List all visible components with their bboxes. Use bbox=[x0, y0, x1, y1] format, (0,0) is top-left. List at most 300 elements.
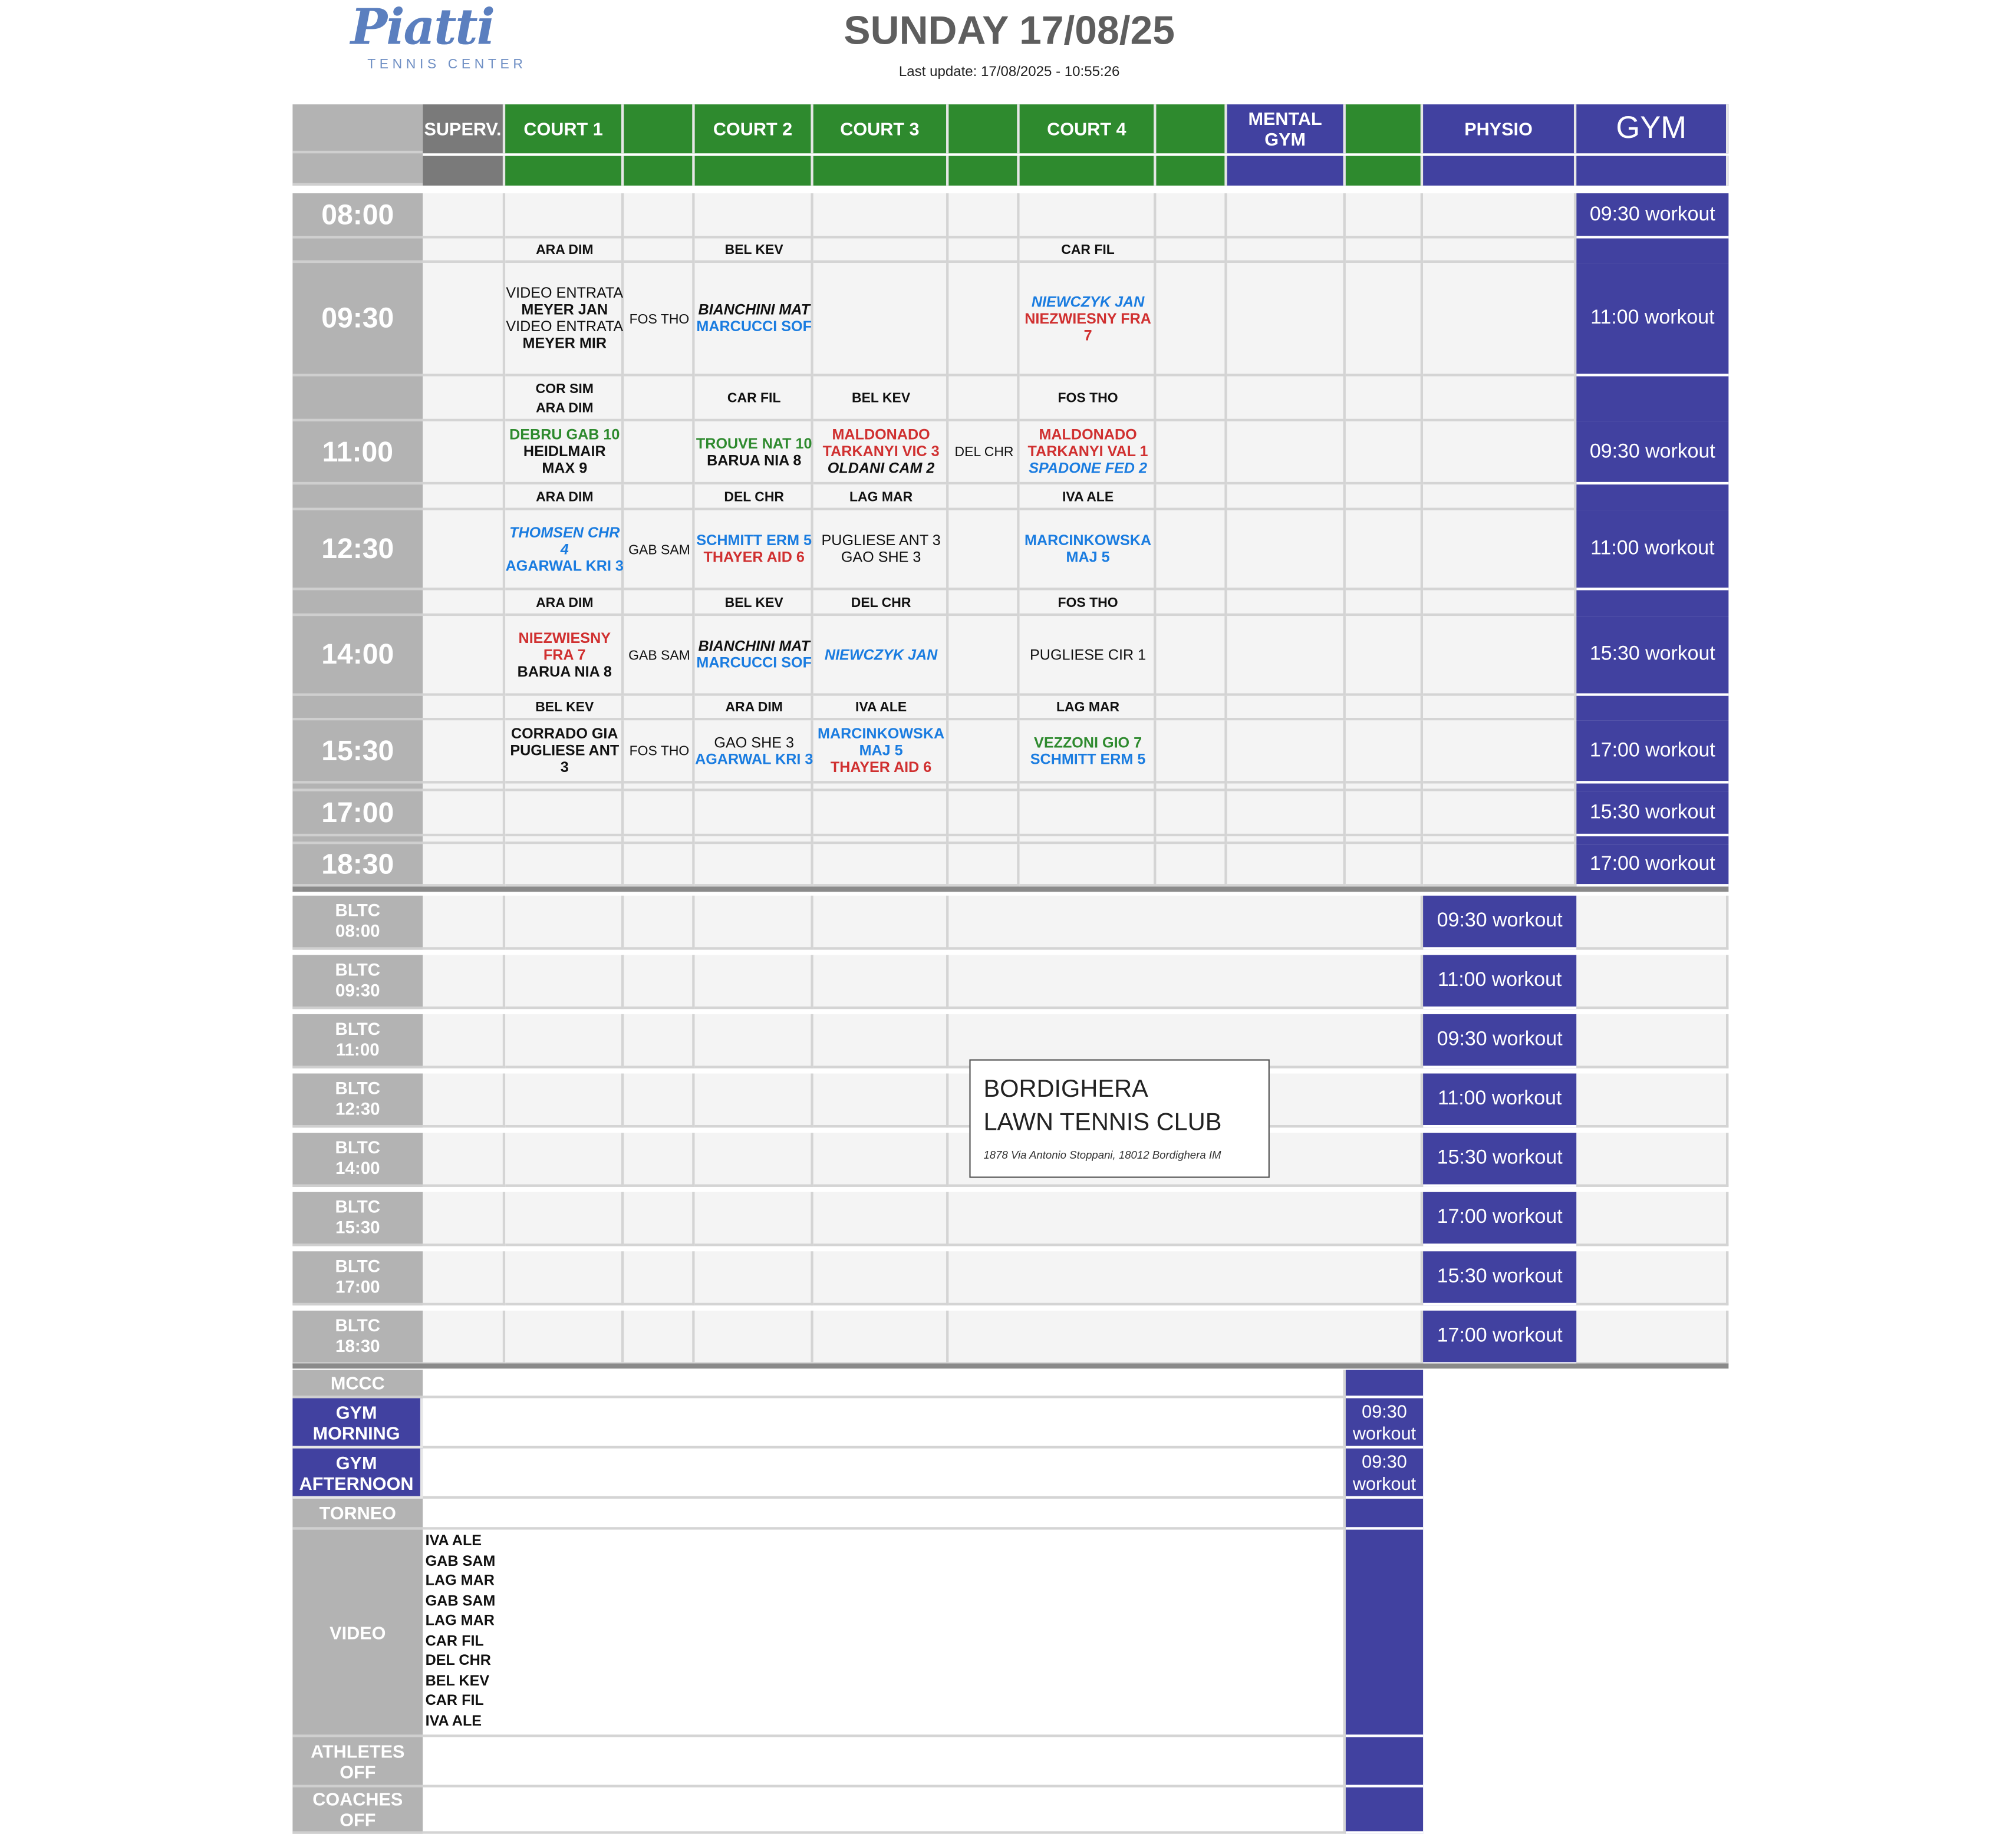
time-label: 18:30 bbox=[292, 844, 423, 886]
session-cell[interactable] bbox=[813, 616, 949, 696]
schedule-cell[interactable] bbox=[1346, 377, 1423, 422]
session-cell[interactable] bbox=[695, 510, 813, 591]
schedule-cell[interactable] bbox=[1227, 591, 1346, 616]
bltc-cell[interactable] bbox=[624, 955, 694, 1009]
bltc-cell[interactable] bbox=[813, 1133, 949, 1187]
bltc-time-label bbox=[292, 955, 423, 1009]
schedule-cell[interactable] bbox=[1346, 510, 1423, 591]
schedule-cell[interactable] bbox=[1423, 193, 1576, 239]
bltc-cell[interactable] bbox=[423, 955, 505, 1009]
schedule-cell[interactable] bbox=[1346, 836, 1423, 844]
bltc-gym-cell[interactable] bbox=[1576, 896, 1728, 950]
schedule-cell[interactable] bbox=[505, 784, 624, 791]
schedule-cell[interactable] bbox=[1227, 836, 1346, 844]
schedule-cell[interactable] bbox=[624, 791, 694, 837]
video-entry: LAG MAR bbox=[425, 1613, 495, 1629]
schedule-cell[interactable] bbox=[1227, 510, 1346, 591]
schedule-cell[interactable] bbox=[423, 696, 505, 721]
player-name: MEYER MIR bbox=[522, 336, 607, 352]
coach-cell bbox=[505, 377, 624, 422]
bltc-cell[interactable] bbox=[624, 1074, 694, 1128]
bltc-cell[interactable] bbox=[505, 896, 624, 950]
gym-afternoon-label: GYM AFTERNOON bbox=[292, 1449, 423, 1499]
schedule-cell[interactable] bbox=[624, 836, 694, 844]
schedule-cell[interactable] bbox=[813, 784, 949, 791]
bltc-time: 09:30 bbox=[335, 981, 380, 1000]
gym-band bbox=[1576, 239, 1728, 263]
schedule-cell[interactable] bbox=[624, 193, 694, 239]
coach-name: DEL CHR bbox=[851, 595, 911, 611]
schedule-cell[interactable] bbox=[505, 836, 624, 844]
player-name: OLDANI CAM 2 bbox=[827, 461, 935, 477]
schedule-cell[interactable] bbox=[1423, 591, 1576, 616]
schedule-cell[interactable] bbox=[624, 377, 694, 422]
schedule-cell[interactable] bbox=[948, 791, 1019, 837]
bltc-cell[interactable] bbox=[505, 1311, 624, 1365]
schedule-cell[interactable] bbox=[1227, 791, 1346, 837]
column-header-court4: COURT 4 bbox=[1020, 104, 1157, 153]
schedule-cell[interactable] bbox=[1156, 791, 1227, 837]
gym-afternoon-workout[interactable]: 09:30 workout bbox=[1346, 1449, 1423, 1499]
session-cell[interactable] bbox=[695, 720, 813, 783]
bltc-physio-workout[interactable]: 11:00 workout bbox=[1423, 955, 1576, 1009]
schedule-cell[interactable] bbox=[1156, 836, 1227, 844]
schedule-cell[interactable] bbox=[1156, 591, 1227, 616]
schedule-cell[interactable] bbox=[948, 616, 1019, 696]
column-subheader-court3 bbox=[813, 156, 949, 186]
session-cell[interactable] bbox=[1020, 263, 1157, 376]
schedule-cell[interactable] bbox=[1156, 421, 1227, 484]
coach-cell bbox=[1020, 239, 1157, 263]
bltc-cell[interactable] bbox=[813, 1014, 949, 1068]
session-cell[interactable] bbox=[813, 421, 949, 484]
schedule-cell[interactable] bbox=[423, 484, 505, 510]
session-cell[interactable] bbox=[695, 421, 813, 484]
coaches-off-band bbox=[1346, 1787, 1423, 1834]
gym-workout-cell[interactable]: 09:30 workout bbox=[1576, 421, 1728, 484]
schedule-cell[interactable] bbox=[1020, 836, 1157, 844]
coach-name: FOS THO bbox=[1058, 595, 1118, 611]
bltc-gym-cell[interactable] bbox=[1576, 1251, 1728, 1305]
schedule-cell[interactable] bbox=[948, 484, 1019, 510]
coach-name: ARA DIM bbox=[725, 700, 783, 715]
bltc-wide-cell[interactable] bbox=[948, 1192, 1423, 1246]
schedule-cell[interactable] bbox=[948, 239, 1019, 263]
schedule-cell[interactable] bbox=[948, 193, 1019, 239]
bltc-cell[interactable] bbox=[423, 1192, 505, 1246]
player-name: DEBRU GAB 10 bbox=[509, 427, 620, 444]
bltc-prefix: BLTC bbox=[335, 900, 381, 921]
schedule-cell[interactable] bbox=[695, 791, 813, 837]
schedule-cell[interactable] bbox=[1423, 791, 1576, 837]
session-cell[interactable] bbox=[695, 263, 813, 376]
session-cell[interactable] bbox=[1020, 510, 1157, 591]
gym-workout-cell[interactable]: 15:30 workout bbox=[1576, 616, 1728, 696]
column-header-physio: PHYSIO bbox=[1423, 104, 1576, 153]
session-cell[interactable] bbox=[948, 421, 1019, 484]
schedule-cell[interactable] bbox=[1346, 784, 1423, 791]
bltc-wide-cell[interactable] bbox=[948, 896, 1423, 950]
video-content[interactable] bbox=[423, 1530, 1346, 1737]
bltc-gym-cell[interactable] bbox=[1576, 1014, 1728, 1068]
athletes-off-band bbox=[1346, 1737, 1423, 1787]
column-subheader-superv bbox=[423, 156, 505, 186]
bltc-cell[interactable] bbox=[695, 1074, 813, 1128]
schedule-cell[interactable] bbox=[1227, 720, 1346, 783]
coach-name: IVA ALE bbox=[855, 700, 907, 715]
bltc-cell[interactable] bbox=[624, 896, 694, 950]
schedule-cell[interactable] bbox=[695, 836, 813, 844]
time-label: 14:00 bbox=[292, 616, 423, 696]
schedule-cell[interactable] bbox=[1423, 377, 1576, 422]
gym-workout-cell[interactable]: 09:30 workout bbox=[1576, 193, 1728, 239]
session-cell[interactable] bbox=[505, 510, 624, 591]
video-entry: IVA ALE bbox=[425, 1533, 482, 1549]
bltc-cell[interactable] bbox=[505, 1133, 624, 1187]
schedule-cell[interactable] bbox=[813, 836, 949, 844]
gym-workout-cell[interactable]: 17:00 workout bbox=[1576, 844, 1728, 886]
player-name: MARCUCCI SOF bbox=[696, 319, 812, 335]
schedule-cell[interactable] bbox=[1227, 844, 1346, 886]
coaches-off-content[interactable] bbox=[423, 1787, 1346, 1834]
bltc-physio-workout[interactable]: 11:00 workout bbox=[1423, 1074, 1576, 1128]
bltc-cell[interactable] bbox=[624, 1192, 694, 1246]
gym-morning-content[interactable] bbox=[423, 1398, 1346, 1449]
schedule-cell[interactable] bbox=[1020, 193, 1157, 239]
bltc-gym-cell[interactable] bbox=[1576, 1074, 1728, 1128]
bltc-cell[interactable] bbox=[505, 1074, 624, 1128]
bltc-cell[interactable] bbox=[624, 1251, 694, 1305]
schedule-cell[interactable] bbox=[813, 193, 949, 239]
bltc-cell[interactable] bbox=[695, 1311, 813, 1365]
player-name: BIANCHINI MAT bbox=[698, 302, 810, 319]
schedule-cell[interactable] bbox=[1156, 193, 1227, 239]
schedule-cell[interactable] bbox=[505, 844, 624, 886]
schedule-cell[interactable] bbox=[423, 791, 505, 837]
gym-morning-workout[interactable]: 09:30 workout bbox=[1346, 1398, 1423, 1449]
schedule-cell[interactable] bbox=[505, 193, 624, 239]
bltc-cell[interactable] bbox=[695, 1192, 813, 1246]
coach-cell bbox=[695, 239, 813, 263]
coach-cell bbox=[813, 591, 949, 616]
bltc-time-label bbox=[292, 1133, 423, 1187]
session-cell[interactable] bbox=[813, 510, 949, 591]
bltc-physio-workout[interactable]: 09:30 workout bbox=[1423, 896, 1576, 950]
bltc-wide-cell[interactable] bbox=[948, 1251, 1423, 1305]
column-header-superv: SUPERV. bbox=[423, 104, 505, 153]
session-cell[interactable] bbox=[695, 616, 813, 696]
schedule-cell[interactable] bbox=[1156, 377, 1227, 422]
bltc-time: 11:00 bbox=[335, 1040, 380, 1060]
session-cell[interactable] bbox=[505, 421, 624, 484]
player-name: MARCUCCI SOF bbox=[696, 656, 812, 672]
bltc-cell[interactable] bbox=[505, 1251, 624, 1305]
schedule-cell[interactable] bbox=[423, 377, 505, 422]
column-subheader-court1-extra bbox=[624, 156, 694, 186]
schedule-cell[interactable] bbox=[1346, 421, 1423, 484]
schedule-cell[interactable] bbox=[624, 784, 694, 791]
bltc-cell[interactable] bbox=[505, 955, 624, 1009]
session-cell[interactable] bbox=[1020, 720, 1157, 783]
coach-name: ARA DIM bbox=[536, 489, 594, 505]
bltc-time: 15:30 bbox=[335, 1218, 380, 1238]
schedule-cell[interactable] bbox=[948, 377, 1019, 422]
player-name: PUGLIESE CIR 1 bbox=[1030, 647, 1147, 664]
schedule-cell[interactable] bbox=[1156, 239, 1227, 263]
session-cell[interactable] bbox=[505, 616, 624, 696]
schedule-cell[interactable] bbox=[624, 844, 694, 886]
schedule-cell[interactable] bbox=[813, 263, 949, 376]
bltc-cell[interactable] bbox=[813, 1074, 949, 1128]
gym-workout-cell[interactable]: 11:00 workout bbox=[1576, 510, 1728, 591]
schedule-cell[interactable] bbox=[948, 844, 1019, 886]
schedule-cell[interactable] bbox=[1227, 263, 1346, 376]
schedule-cell[interactable] bbox=[1346, 696, 1423, 721]
bltc-physio-workout[interactable]: 15:30 workout bbox=[1423, 1251, 1576, 1305]
bltc-cell[interactable] bbox=[423, 1311, 505, 1365]
schedule-cell[interactable] bbox=[813, 844, 949, 886]
schedule-cell[interactable] bbox=[1156, 696, 1227, 721]
video-entry: LAG MAR bbox=[425, 1573, 495, 1589]
schedule-cell[interactable] bbox=[624, 696, 694, 721]
schedule-cell[interactable] bbox=[1156, 510, 1227, 591]
schedule-cell[interactable] bbox=[1156, 844, 1227, 886]
schedule-cell[interactable] bbox=[624, 239, 694, 263]
schedule-cell[interactable] bbox=[1423, 844, 1576, 886]
time-label-blank bbox=[292, 784, 423, 791]
gym-afternoon-content[interactable] bbox=[423, 1449, 1346, 1499]
column-header-court3: COURT 3 bbox=[813, 104, 949, 153]
schedule-cell[interactable] bbox=[695, 784, 813, 791]
bltc-cell[interactable] bbox=[423, 1133, 505, 1187]
coach-cell bbox=[813, 696, 949, 721]
schedule-cell[interactable] bbox=[1346, 193, 1423, 239]
schedule-cell[interactable] bbox=[423, 720, 505, 783]
schedule-cell[interactable] bbox=[1227, 377, 1346, 422]
schedule-cell[interactable] bbox=[624, 591, 694, 616]
schedule-cell[interactable] bbox=[813, 791, 949, 837]
schedule-cell[interactable] bbox=[1020, 784, 1157, 791]
player-name: THOMSEN CHR 4 bbox=[509, 525, 620, 558]
schedule-cell[interactable] bbox=[1423, 696, 1576, 721]
coach-cell bbox=[505, 484, 624, 510]
schedule-cell[interactable] bbox=[948, 696, 1019, 721]
bltc-cell[interactable] bbox=[695, 896, 813, 950]
video-entry: GAB SAM bbox=[425, 1553, 496, 1569]
location-tooltip bbox=[969, 1059, 1270, 1177]
schedule-cell[interactable] bbox=[1346, 263, 1423, 376]
bltc-cell[interactable] bbox=[624, 1133, 694, 1187]
schedule-cell[interactable] bbox=[948, 784, 1019, 791]
schedule-cell[interactable] bbox=[1423, 421, 1576, 484]
bltc-cell[interactable] bbox=[813, 1192, 949, 1246]
bltc-cell[interactable] bbox=[813, 1311, 949, 1365]
schedule-cell[interactable] bbox=[1156, 616, 1227, 696]
schedule-cell[interactable] bbox=[423, 591, 505, 616]
bltc-cell[interactable] bbox=[813, 896, 949, 950]
bltc-cell[interactable] bbox=[624, 1311, 694, 1365]
schedule-cell[interactable] bbox=[1227, 239, 1346, 263]
time-label-blank bbox=[292, 484, 423, 510]
schedule-cell[interactable] bbox=[1227, 193, 1346, 239]
schedule-cell[interactable] bbox=[1227, 784, 1346, 791]
session-cell[interactable] bbox=[505, 263, 624, 376]
bltc-gym-cell[interactable] bbox=[1576, 1133, 1728, 1187]
gym-workout-cell[interactable]: 11:00 workout bbox=[1576, 263, 1728, 376]
gym-workout-cell[interactable]: 15:30 workout bbox=[1576, 791, 1728, 837]
bltc-cell[interactable] bbox=[423, 1074, 505, 1128]
player-name: THAYER AID 6 bbox=[830, 760, 932, 776]
column-subheader-court1 bbox=[505, 156, 624, 186]
schedule-cell[interactable] bbox=[624, 421, 694, 484]
coach-name: BEL KEV bbox=[535, 700, 594, 715]
bltc-physio-workout[interactable]: 09:30 workout bbox=[1423, 1014, 1576, 1068]
bltc-physio-workout[interactable]: 17:00 workout bbox=[1423, 1311, 1576, 1365]
schedule-cell[interactable] bbox=[695, 193, 813, 239]
schedule-cell[interactable] bbox=[1346, 720, 1423, 783]
player-name: TROUVE NAT 10 bbox=[696, 436, 812, 452]
schedule-cell[interactable] bbox=[948, 836, 1019, 844]
bltc-cell[interactable] bbox=[695, 1014, 813, 1068]
schedule-cell[interactable] bbox=[948, 720, 1019, 783]
section-separator bbox=[292, 886, 1728, 892]
schedule-cell[interactable] bbox=[1346, 591, 1423, 616]
bltc-cell[interactable] bbox=[423, 1014, 505, 1068]
schedule-cell[interactable] bbox=[624, 484, 694, 510]
schedule-cell[interactable] bbox=[1423, 836, 1576, 844]
schedule-cell[interactable] bbox=[423, 616, 505, 696]
schedule-cell[interactable] bbox=[1227, 696, 1346, 721]
bltc-cell[interactable] bbox=[423, 896, 505, 950]
schedule-cell[interactable] bbox=[1227, 421, 1346, 484]
schedule-cell[interactable] bbox=[423, 239, 505, 263]
coach-name: DEL CHR bbox=[724, 489, 785, 505]
bltc-cell[interactable] bbox=[505, 1192, 624, 1246]
bltc-cell[interactable] bbox=[695, 955, 813, 1009]
schedule-cell[interactable] bbox=[423, 510, 505, 591]
player-name: MALDONADO TARKANYI VIC 3 bbox=[822, 427, 940, 460]
player-name: SCHMITT ERM 5 bbox=[1030, 751, 1146, 768]
coach-name: FOS THO bbox=[629, 743, 690, 759]
bltc-cell[interactable] bbox=[813, 1251, 949, 1305]
session-cell[interactable] bbox=[813, 720, 949, 783]
session-cell[interactable] bbox=[1020, 616, 1157, 696]
bltc-cell[interactable] bbox=[813, 955, 949, 1009]
player-name: VIDEO ENTRATA bbox=[506, 319, 624, 335]
bltc-cell[interactable] bbox=[624, 1014, 694, 1068]
schedule-cell[interactable] bbox=[1156, 784, 1227, 791]
schedule-cell[interactable] bbox=[1156, 484, 1227, 510]
gym-morning-label: GYM MORNING bbox=[292, 1398, 423, 1449]
bltc-physio-workout[interactable]: 15:30 workout bbox=[1423, 1133, 1576, 1187]
session-cell[interactable] bbox=[624, 263, 694, 376]
athletes-off-content[interactable] bbox=[423, 1737, 1346, 1787]
bltc-gym-cell[interactable] bbox=[1576, 1192, 1728, 1246]
player-name: NIEZWIESNY FRA 7 bbox=[518, 631, 611, 664]
schedule-cell[interactable] bbox=[1423, 484, 1576, 510]
player-name: PUGLIESE ANT 3 bbox=[821, 533, 941, 549]
torneo-content[interactable] bbox=[423, 1499, 1346, 1529]
schedule-cell[interactable] bbox=[423, 836, 505, 844]
schedule-cell[interactable] bbox=[1227, 616, 1346, 696]
player-name: NIEWCZYK JAN bbox=[1031, 294, 1145, 310]
bltc-time-label bbox=[292, 1251, 423, 1305]
schedule-cell[interactable] bbox=[1423, 239, 1576, 263]
schedule-cell[interactable] bbox=[948, 263, 1019, 376]
session-cell[interactable] bbox=[624, 616, 694, 696]
bltc-wide-cell[interactable] bbox=[948, 1311, 1423, 1365]
player-name: SCHMITT ERM 5 bbox=[696, 533, 812, 549]
schedule-cell[interactable] bbox=[423, 263, 505, 376]
gym-workout-cell[interactable]: 17:00 workout bbox=[1576, 720, 1728, 783]
schedule-cell[interactable] bbox=[1346, 791, 1423, 837]
schedule-cell[interactable] bbox=[1346, 844, 1423, 886]
schedule-cell[interactable] bbox=[505, 791, 624, 837]
schedule-cell[interactable] bbox=[948, 510, 1019, 591]
schedule-cell[interactable] bbox=[1346, 484, 1423, 510]
bltc-time-label bbox=[292, 1192, 423, 1246]
schedule-cell[interactable] bbox=[948, 591, 1019, 616]
schedule-cell[interactable] bbox=[423, 193, 505, 239]
mccc-content[interactable] bbox=[423, 1370, 1346, 1398]
schedule-cell[interactable] bbox=[813, 239, 949, 263]
schedule-cell[interactable] bbox=[1423, 510, 1576, 591]
coach-name: ARA DIM bbox=[536, 242, 594, 258]
schedule-cell[interactable] bbox=[1423, 784, 1576, 791]
schedule-cell[interactable] bbox=[1020, 791, 1157, 837]
bltc-cell[interactable] bbox=[695, 1251, 813, 1305]
column-header-court2: COURT 2 bbox=[695, 104, 813, 153]
schedule-cell[interactable] bbox=[1423, 263, 1576, 376]
session-cell[interactable] bbox=[624, 720, 694, 783]
bltc-physio-workout[interactable]: 17:00 workout bbox=[1423, 1192, 1576, 1246]
gym-band bbox=[1576, 591, 1728, 616]
schedule-cell[interactable] bbox=[1156, 720, 1227, 783]
mccc-band bbox=[1346, 1370, 1423, 1398]
schedule-cell[interactable] bbox=[1156, 263, 1227, 376]
bltc-prefix: BLTC bbox=[335, 1078, 381, 1099]
schedule-cell[interactable] bbox=[1346, 239, 1423, 263]
coaches-off-label: COACHES OFF bbox=[292, 1787, 423, 1834]
column-header-gym: GYM bbox=[1576, 104, 1728, 153]
session-cell[interactable] bbox=[624, 510, 694, 591]
player-name: CORRADO GIA bbox=[510, 727, 618, 743]
schedule-cell[interactable] bbox=[1227, 484, 1346, 510]
schedule-cell[interactable] bbox=[1423, 720, 1576, 783]
schedule-cell[interactable] bbox=[1346, 616, 1423, 696]
coach-name: ARA DIM bbox=[536, 595, 594, 611]
bltc-cell[interactable] bbox=[505, 1014, 624, 1068]
schedule-cell[interactable] bbox=[423, 844, 505, 886]
schedule-cell[interactable] bbox=[423, 784, 505, 791]
player-name: NIEZWIESNY FRA 7 bbox=[1025, 311, 1151, 344]
bltc-gym-cell[interactable] bbox=[1576, 1311, 1728, 1365]
bltc-cell[interactable] bbox=[695, 1133, 813, 1187]
bltc-gym-cell[interactable] bbox=[1576, 955, 1728, 1009]
session-cell[interactable] bbox=[505, 720, 624, 783]
player-name: THAYER AID 6 bbox=[703, 550, 805, 566]
time-label-blank bbox=[292, 591, 423, 616]
bltc-wide-cell[interactable] bbox=[948, 955, 1423, 1009]
schedule-cell[interactable] bbox=[1020, 844, 1157, 886]
schedule-cell[interactable] bbox=[695, 844, 813, 886]
schedule-cell[interactable] bbox=[423, 421, 505, 484]
bltc-cell[interactable] bbox=[423, 1251, 505, 1305]
session-cell[interactable] bbox=[1020, 421, 1157, 484]
schedule-cell[interactable] bbox=[1423, 616, 1576, 696]
coach-name: COR SIM bbox=[535, 381, 594, 397]
page-title: SUNDAY 17/08/25 bbox=[844, 8, 1175, 53]
